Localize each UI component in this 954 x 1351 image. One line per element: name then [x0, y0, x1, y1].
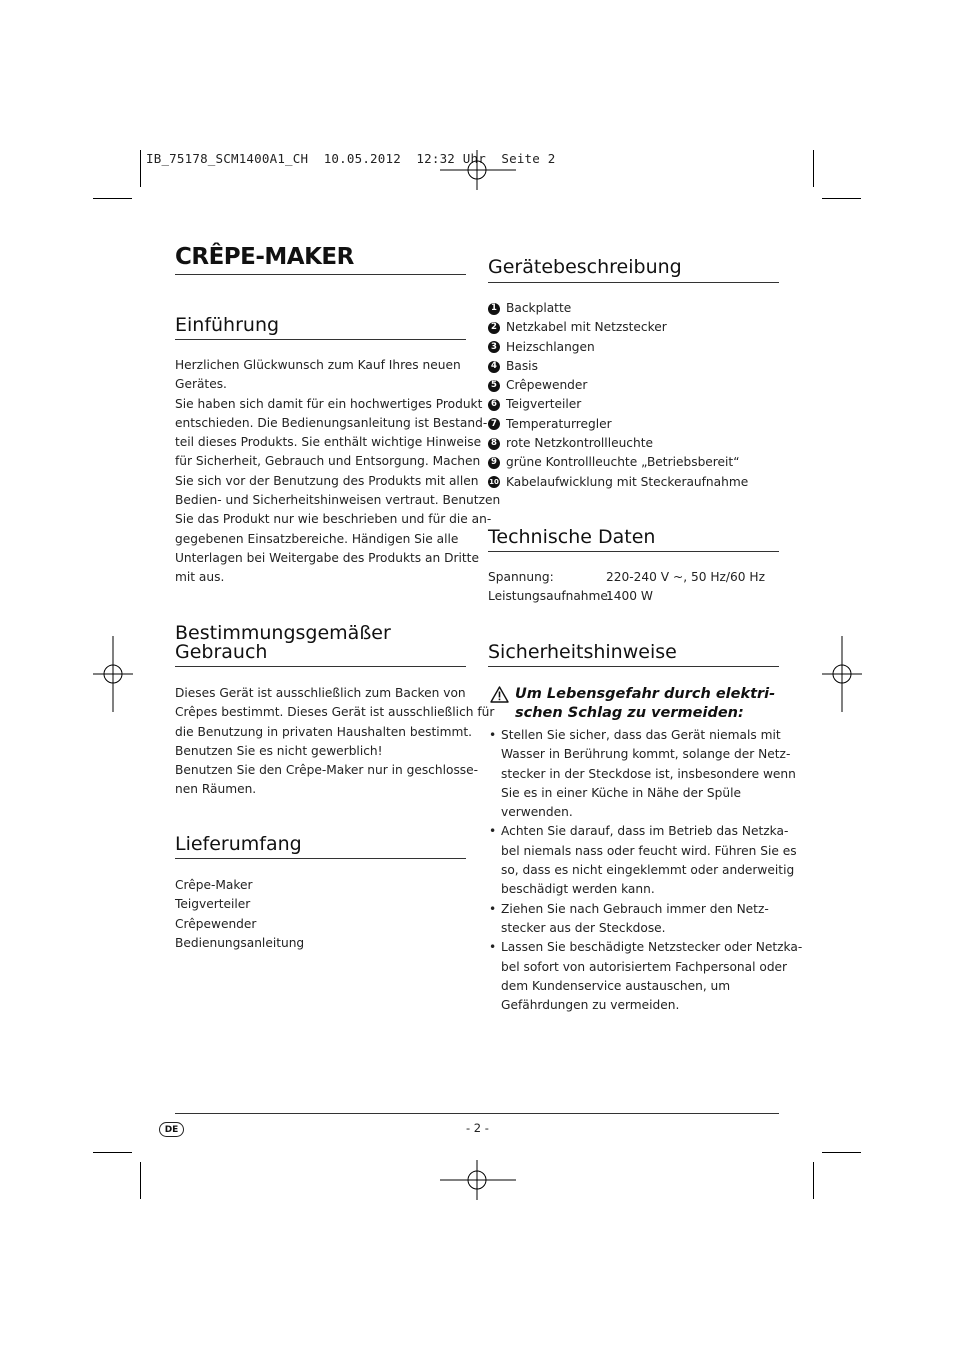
number-badge: 5 — [488, 380, 500, 392]
safety-heading: Sicherheitshinweise — [488, 641, 677, 663]
text-line: Unterlagen bei Weitergabe des Produkts an Dritte — [175, 550, 479, 565]
spec-value: 1400 W — [606, 589, 653, 604]
crop-mark — [822, 198, 861, 199]
warning-line: Um Lebensgefahr durch elektri- — [515, 686, 776, 702]
text-line: Bedien- und Sicherheitshinweisen vertraut. Benutzen — [175, 493, 501, 508]
number-badge: 1 — [488, 303, 500, 315]
list-item: Bedienungsanleitung — [175, 935, 305, 950]
number-badge: 4 — [488, 361, 500, 373]
text-line: Sie es in einer Küche in Nähe der Spüle — [501, 785, 741, 800]
page-title: CRÊPE-MAKER — [175, 244, 354, 270]
text-line: Achten Sie darauf, dass im Betrieb das Netzka- — [501, 824, 789, 839]
text-line: stecker in der Steckdose ist, insbesondere wenn — [501, 766, 796, 781]
part-label: rote Netzkontrollleuchte — [506, 436, 654, 451]
text-line: Benutzen Sie es nicht gewerblich! — [175, 743, 383, 758]
section-rule — [488, 666, 779, 667]
list-item — [488, 376, 748, 395]
list-item: Teigverteiler — [175, 897, 251, 912]
bullet-icon: • — [489, 824, 497, 839]
text-line: Sie sich vor der Benutzung des Produkts mit allen — [175, 473, 479, 488]
text-line: bel niemals nass oder feucht wird. Führen Sie es — [501, 843, 797, 858]
warning-line: schen Schlag zu vermeiden: — [515, 705, 744, 721]
part-label: Basis — [506, 358, 538, 373]
bullet-icon: • — [489, 940, 497, 955]
part-label: Backplatte — [506, 301, 572, 315]
crop-mark — [140, 1162, 141, 1199]
spec-row — [488, 587, 765, 606]
heading-line: Gebrauch — [175, 641, 268, 663]
text-line: beschädigt werden kann. — [501, 882, 655, 897]
number-badge: 2 — [488, 322, 500, 334]
crop-mark — [813, 150, 814, 187]
bullet-icon: • — [489, 728, 497, 742]
section-rule — [175, 666, 466, 667]
list-item — [488, 299, 748, 318]
text-line: bel sofort von autorisiertem Fachpersonal oder — [501, 959, 788, 974]
list-item — [488, 357, 748, 376]
spec-key: Spannung: — [488, 570, 554, 584]
text-line: Sie haben sich damit für ein hochwertiges Produkt — [175, 396, 483, 411]
list-item — [488, 338, 748, 357]
number-badge: 10 — [488, 476, 500, 488]
text-line: dem Kundenservice austauschen, um — [501, 978, 731, 993]
number-badge: 8 — [488, 438, 500, 450]
scope-list — [175, 876, 304, 953]
spec-value: 220-240 V ~, 50 Hz/60 Hz — [606, 570, 765, 584]
list-item — [488, 938, 802, 1015]
text-line: so, dass es nicht eingeklemmt oder anderweitig — [501, 863, 795, 878]
part-label: Temperaturregler — [506, 416, 612, 431]
list-item: Crêpe-Maker — [175, 878, 253, 892]
section-rule — [175, 858, 466, 859]
text-line: Benutzen Sie den Crêpe-Maker nur in geschlosse- — [175, 763, 479, 778]
text-line: Crêpes bestimmt. Dieses Gerät ist ausschließlich für — [175, 705, 495, 720]
number-badge: 3 — [488, 341, 500, 353]
number-badge: 6 — [488, 399, 500, 411]
usage-text — [175, 684, 497, 800]
spec-key: Leistungsaufnahme: — [488, 589, 612, 604]
part-label: Netzkabel mit Netzstecker — [506, 320, 667, 335]
list-item — [488, 726, 802, 822]
text-line: Herzlichen Glückwunsch zum Kauf Ihres neuen — [175, 358, 461, 372]
text-line: Stellen Sie sicher, dass das Gerät niemals mit — [501, 728, 781, 742]
section-rule — [488, 282, 779, 283]
intro-text — [175, 356, 500, 588]
part-label: grüne Kontrollleuchte „Betriebsbereit“ — [506, 455, 740, 470]
list-item: Crêpewender — [175, 916, 257, 931]
title-rule — [175, 274, 466, 275]
list-item — [488, 453, 748, 472]
part-label: Heizschlangen — [506, 339, 595, 354]
text-line: stecker aus der Steckdose. — [501, 920, 666, 935]
bullet-icon: • — [489, 901, 497, 916]
registration-mark — [93, 636, 133, 712]
list-item — [488, 415, 748, 434]
spec-row — [488, 568, 765, 587]
crop-mark — [140, 150, 141, 187]
section-rule — [488, 551, 779, 552]
text-line: für Sicherheit, Gebrauch und Entsorgung. Machen — [175, 454, 481, 469]
warning-text — [515, 685, 775, 723]
specs-table — [488, 568, 765, 607]
print-slug: IB_75178_SCM1400A1_CH 10.05.2012 12:32 Uhr Seite 2 — [146, 151, 556, 166]
safety-list — [488, 726, 802, 1015]
registration-mark — [440, 1160, 516, 1200]
scope-heading: Lieferumfang — [175, 833, 302, 855]
text-line: teil dieses Produkts. Sie enthält wichtige Hinweise — [175, 435, 482, 450]
part-label: Crêpewender — [506, 378, 588, 393]
registration-mark — [822, 636, 862, 712]
text-line: Dieses Gerät ist ausschließlich zum Backen von — [175, 686, 466, 700]
registration-mark — [440, 150, 516, 190]
text-line: verwenden. — [501, 805, 573, 820]
specs-heading: Technische Daten — [488, 526, 656, 548]
part-label: Teigverteiler — [506, 397, 582, 412]
section-rule — [175, 339, 466, 340]
language-badge: DE — [159, 1122, 184, 1137]
text-line: nen Räumen. — [175, 782, 257, 797]
text-line: Sie das Produkt nur wie beschrieben und für die an- — [175, 512, 492, 527]
intro-heading: Einführung — [175, 314, 280, 336]
heading-line: Bestimmungsgemäßer — [175, 622, 391, 644]
crop-mark — [93, 198, 132, 199]
list-item — [488, 434, 748, 453]
text-line: Gefährdungen zu vermeiden. — [501, 998, 680, 1013]
page-number: - 2 - — [466, 1121, 489, 1135]
crop-mark — [813, 1162, 814, 1199]
usage-heading — [175, 624, 391, 662]
list-item — [488, 318, 748, 337]
text-line: mit aus. — [175, 570, 225, 585]
number-badge: 9 — [488, 457, 500, 469]
text-line: Wasser in Berührung kommt, solange der Netz- — [501, 747, 791, 762]
list-item — [488, 900, 802, 939]
text-line: gegebenen Einsatzbereiche. Händigen Sie alle — [175, 531, 459, 546]
device-heading: Gerätebeschreibung — [488, 256, 682, 278]
warning-triangle-icon — [490, 686, 509, 703]
footer-rule — [175, 1113, 779, 1114]
text-line: Gerätes. — [175, 377, 227, 392]
number-badge: 7 — [488, 418, 500, 430]
crop-mark — [93, 1152, 132, 1153]
text-line: Ziehen Sie nach Gebrauch immer den Netz- — [501, 901, 769, 916]
text-line: die Benutzung in privaten Haushalten bestimmt. — [175, 724, 473, 739]
text-line: entschieden. Die Bedienungsanleitung ist Bestand- — [175, 415, 488, 430]
device-parts-list — [488, 299, 748, 492]
part-label: Kabelaufwicklung mit Steckeraufnahme — [506, 474, 749, 489]
list-item — [488, 395, 748, 414]
list-item — [488, 473, 748, 492]
text-line: Lassen Sie beschädigte Netzstecker oder Netzka- — [501, 940, 803, 955]
list-item — [488, 822, 802, 899]
crop-mark — [822, 1152, 861, 1153]
